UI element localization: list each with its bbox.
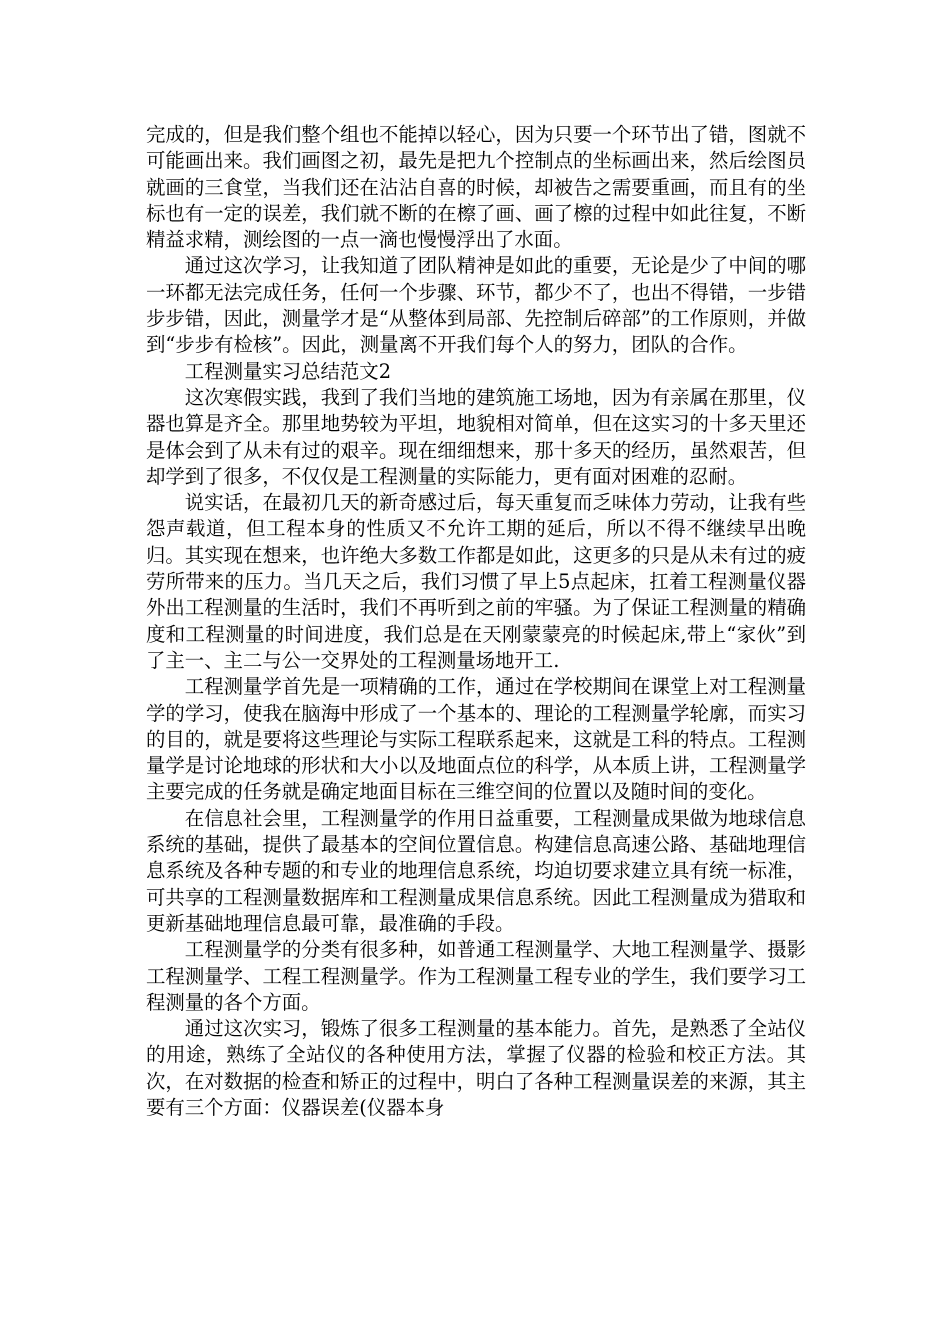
paragraph-honestly: 说实话，在最初几天的新奇感过后，每天重复而乏味体力劳动，让我有些怨声载道，但工程本身的性质又不允许工期的延后，所以不得不继续早出晚归。其实现在想来，也许绝大多数工作都是如此，这更多的只是从未有过的疲劳所带来的压力。当几天之后，我们习惯了早上5点起床，扛着工程测量仪器外出工程测量的生活时，我们不再听到之前的牢骚。为了保证工程测量的精确度和工程测量的时间进度，我们总是在天刚蒙蒙亮的时候起床,带上“家伙”到了主一、主二与公一交界处的工程测量场地开工. (146, 491, 806, 672)
paragraph-precision-work: 工程测量学首先是一项精确的工作，通过在学校期间在课堂上对工程测量学的学习，使我在脑海中形成了一个基本的、理论的工程测量学轮廓，而实习的目的，就是要将这些理论与实际工程联系起来，这就是工科的特点。工程测量学是讨论地球的形状和大小以及地面点位的科学，从本质上讲，工程测量学主要完成的任务就是确定地面目标在三维空间的位置以及随时间的变化。 (146, 675, 806, 804)
document-body (146, 122, 806, 1121)
paragraph-information-society: 在信息社会里，工程测量学的作用日益重要，工程测量成果做为地球信息系统的基础，提供了最基本的空间位置信息。构建信息高速公路、基础地理信息系统及各种专题的和专业的地理信息系统，均迫切要求建立具有统一标准，可共享的工程测量数据库和工程测量成果信息系统。因此工程测量成为猎取和更新基础地理信息最可靠，最准确的手段。 (146, 806, 806, 935)
paragraph-winter-practice: 这次寒假实践，我到了我们当地的建筑施工场地，因为有亲属在那里，仪器也算是齐全。那里地势较为平坦，地貌相对简单，但在这实习的十多天里还是体会到了从未有过的艰辛。现在细细想来，那十多天的经历，虽然艰苦，但却学到了很多，不仅仅是工程测量的实际能力，更有面对困难的忍耐。 (146, 385, 806, 488)
paragraph-continuation: 完成的，但是我们整个组也不能掉以轻心，因为只要一个环节出了错，图就不可能画出来。我们画图之初，最先是把九个控制点的坐标画出来，然后绘图员就画的三食堂，当我们还在沾沾自喜的时候，却被告之需要重画，而且有的坐标也有一定的误差，我们就不断的在檫了画、画了檫的过程中如此往复，不断精益求精，测绘图的一点一滴也慢慢浮出了水面。 (146, 123, 806, 252)
paragraph-teamwork: 通过这次学习，让我知道了团队精神是如此的重要，无论是少了中间的哪一环都无法完成任务，任何一个步骤、环节，都少不了，也出不得错，一步错步步错，因此，测量学才是“从整体到局部、先控制后碎部”的工作原则，并做到“步步有检核”。因此，测量离不开我们每个人的努力，团队的合作。 (146, 254, 806, 357)
paragraph-classification: 工程测量学的分类有很多种，如普通工程测量学、大地工程测量学、摄影工程测量学、工程工程测量学。作为工程测量工程专业的学生，我们要学习工程测量的各个方面。 (146, 938, 806, 1014)
section-heading: 工程测量实习总结范文2 (184, 359, 392, 383)
paragraph-skills: 通过这次实习，锻炼了很多工程测量的基本能力。首先，是熟悉了全站仪的用途，熟练了全站仪的各种使用方法，掌握了仪器的检验和校正方法。其次，在对数据的检查和矫正的过程中，明白了各种工程测量误差的来源，其主要有三个方面：仪器误差(仪器本身 (146, 1017, 806, 1119)
